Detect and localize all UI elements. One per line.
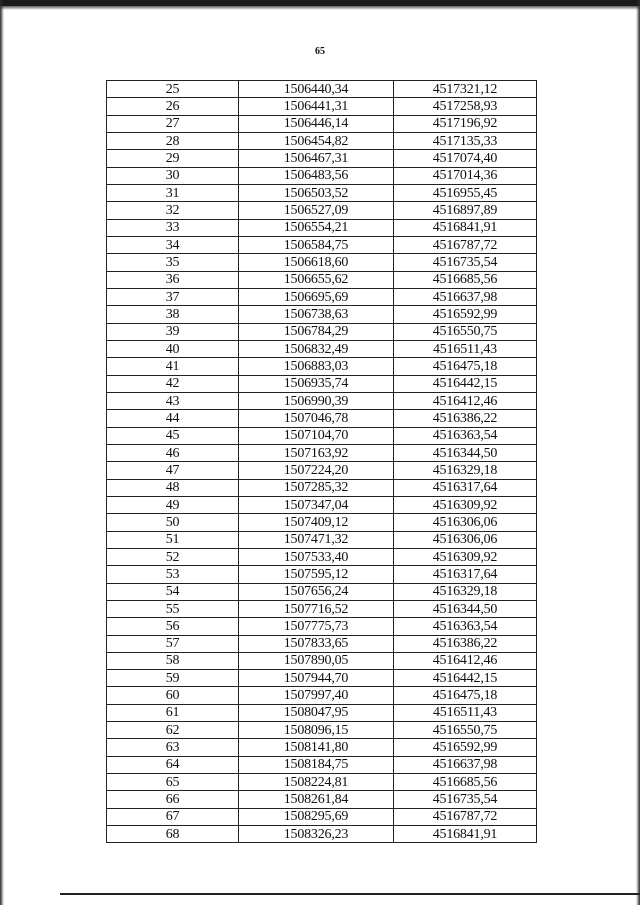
x-coordinate-cell: 1507890,05 <box>239 652 394 669</box>
x-coordinate-cell: 1507833,65 <box>239 635 394 652</box>
table-row <box>107 722 537 739</box>
scan-right-edge <box>636 0 640 905</box>
point-number-cell: 46 <box>107 444 239 461</box>
page-number: 65 <box>315 46 325 57</box>
point-number-cell: 30 <box>107 167 239 184</box>
point-number-cell: 51 <box>107 531 239 548</box>
table-row <box>107 167 537 184</box>
y-coordinate-cell: 4516386,22 <box>394 635 537 652</box>
table-row <box>107 410 537 427</box>
table-row <box>107 444 537 461</box>
point-number-cell: 48 <box>107 479 239 496</box>
x-coordinate-cell: 1506655,62 <box>239 271 394 288</box>
table-row <box>107 427 537 444</box>
x-coordinate-cell: 1506618,60 <box>239 254 394 271</box>
x-coordinate-cell: 1507656,24 <box>239 583 394 600</box>
y-coordinate-cell: 4516511,43 <box>394 704 537 721</box>
table-row <box>107 323 537 340</box>
table-row <box>107 670 537 687</box>
point-number-cell: 49 <box>107 496 239 513</box>
scan-bottom-line <box>60 893 640 895</box>
point-number-cell: 33 <box>107 219 239 236</box>
point-number-cell: 55 <box>107 600 239 617</box>
y-coordinate-cell: 4516592,99 <box>394 306 537 323</box>
table-row <box>107 808 537 825</box>
y-coordinate-cell: 4516685,56 <box>394 774 537 791</box>
y-coordinate-cell: 4516363,54 <box>394 618 537 635</box>
table-row <box>107 479 537 496</box>
x-coordinate-cell: 1506483,56 <box>239 167 394 184</box>
point-number-cell: 62 <box>107 722 239 739</box>
y-coordinate-cell: 4516550,75 <box>394 722 537 739</box>
x-coordinate-cell: 1508261,84 <box>239 791 394 808</box>
table-row <box>107 600 537 617</box>
y-coordinate-cell: 4517135,33 <box>394 132 537 149</box>
y-coordinate-cell: 4517074,40 <box>394 150 537 167</box>
table-row <box>107 826 537 843</box>
point-number-cell: 58 <box>107 652 239 669</box>
point-number-cell: 68 <box>107 826 239 843</box>
point-number-cell: 38 <box>107 306 239 323</box>
scan-left-edge <box>0 0 4 905</box>
x-coordinate-cell: 1506883,03 <box>239 358 394 375</box>
x-coordinate-cell: 1507347,04 <box>239 496 394 513</box>
x-coordinate-cell: 1506695,69 <box>239 288 394 305</box>
point-number-cell: 29 <box>107 150 239 167</box>
y-coordinate-cell: 4516412,46 <box>394 392 537 409</box>
x-coordinate-cell: 1506935,74 <box>239 375 394 392</box>
y-coordinate-cell: 4516306,06 <box>394 531 537 548</box>
table-row <box>107 756 537 773</box>
table-row <box>107 184 537 201</box>
y-coordinate-cell: 4516550,75 <box>394 323 537 340</box>
y-coordinate-cell: 4516344,50 <box>394 600 537 617</box>
table-row <box>107 687 537 704</box>
y-coordinate-cell: 4516685,56 <box>394 271 537 288</box>
x-coordinate-cell: 1507716,52 <box>239 600 394 617</box>
point-number-cell: 60 <box>107 687 239 704</box>
x-coordinate-cell: 1506440,34 <box>239 81 394 98</box>
y-coordinate-cell: 4516442,15 <box>394 375 537 392</box>
table-row <box>107 652 537 669</box>
point-number-cell: 54 <box>107 583 239 600</box>
table-row <box>107 340 537 357</box>
x-coordinate-cell: 1507285,32 <box>239 479 394 496</box>
x-coordinate-cell: 1508184,75 <box>239 756 394 773</box>
x-coordinate-cell: 1506990,39 <box>239 392 394 409</box>
x-coordinate-cell: 1507775,73 <box>239 618 394 635</box>
point-number-cell: 31 <box>107 184 239 201</box>
point-number-cell: 61 <box>107 704 239 721</box>
point-number-cell: 35 <box>107 254 239 271</box>
point-number-cell: 32 <box>107 202 239 219</box>
coordinates-table <box>106 80 537 843</box>
point-number-cell: 67 <box>107 808 239 825</box>
y-coordinate-cell: 4516386,22 <box>394 410 537 427</box>
point-number-cell: 40 <box>107 340 239 357</box>
point-number-cell: 59 <box>107 670 239 687</box>
point-number-cell: 44 <box>107 410 239 427</box>
y-coordinate-cell: 4516475,18 <box>394 358 537 375</box>
y-coordinate-cell: 4516735,54 <box>394 791 537 808</box>
point-number-cell: 34 <box>107 236 239 253</box>
x-coordinate-cell: 1506554,21 <box>239 219 394 236</box>
point-number-cell: 57 <box>107 635 239 652</box>
x-coordinate-cell: 1506454,82 <box>239 132 394 149</box>
table-row <box>107 618 537 635</box>
point-number-cell: 36 <box>107 271 239 288</box>
table-row <box>107 358 537 375</box>
table-row <box>107 236 537 253</box>
y-coordinate-cell: 4516735,54 <box>394 254 537 271</box>
point-number-cell: 56 <box>107 618 239 635</box>
point-number-cell: 50 <box>107 514 239 531</box>
y-coordinate-cell: 4516317,64 <box>394 479 537 496</box>
table-row <box>107 288 537 305</box>
x-coordinate-cell: 1506446,14 <box>239 115 394 132</box>
y-coordinate-cell: 4516637,98 <box>394 288 537 305</box>
table-row <box>107 635 537 652</box>
x-coordinate-cell: 1506784,29 <box>239 323 394 340</box>
table-row <box>107 132 537 149</box>
x-coordinate-cell: 1508224,81 <box>239 774 394 791</box>
point-number-cell: 25 <box>107 81 239 98</box>
x-coordinate-cell: 1508141,80 <box>239 739 394 756</box>
table-row <box>107 306 537 323</box>
y-coordinate-cell: 4516841,91 <box>394 219 537 236</box>
table-row <box>107 791 537 808</box>
x-coordinate-cell: 1507471,32 <box>239 531 394 548</box>
point-number-cell: 53 <box>107 566 239 583</box>
table-row <box>107 115 537 132</box>
table-row <box>107 566 537 583</box>
y-coordinate-cell: 4516787,72 <box>394 808 537 825</box>
y-coordinate-cell: 4517014,36 <box>394 167 537 184</box>
x-coordinate-cell: 1507409,12 <box>239 514 394 531</box>
x-coordinate-cell: 1506738,63 <box>239 306 394 323</box>
point-number-cell: 28 <box>107 132 239 149</box>
x-coordinate-cell: 1508096,15 <box>239 722 394 739</box>
y-coordinate-cell: 4516363,54 <box>394 427 537 444</box>
table-row <box>107 219 537 236</box>
x-coordinate-cell: 1507533,40 <box>239 548 394 565</box>
table-row <box>107 531 537 548</box>
x-coordinate-cell: 1506441,31 <box>239 98 394 115</box>
table-row <box>107 254 537 271</box>
table-row <box>107 496 537 513</box>
point-number-cell: 37 <box>107 288 239 305</box>
y-coordinate-cell: 4516955,45 <box>394 184 537 201</box>
x-coordinate-cell: 1506832,49 <box>239 340 394 357</box>
table-row <box>107 774 537 791</box>
table-row <box>107 739 537 756</box>
table-row <box>107 81 537 98</box>
table-row <box>107 271 537 288</box>
point-number-cell: 52 <box>107 548 239 565</box>
x-coordinate-cell: 1508326,23 <box>239 826 394 843</box>
y-coordinate-cell: 4516592,99 <box>394 739 537 756</box>
point-number-cell: 66 <box>107 791 239 808</box>
x-coordinate-cell: 1507944,70 <box>239 670 394 687</box>
x-coordinate-cell: 1508047,95 <box>239 704 394 721</box>
x-coordinate-cell: 1507997,40 <box>239 687 394 704</box>
y-coordinate-cell: 4516329,18 <box>394 462 537 479</box>
table-row <box>107 514 537 531</box>
point-number-cell: 26 <box>107 98 239 115</box>
point-number-cell: 47 <box>107 462 239 479</box>
y-coordinate-cell: 4517196,92 <box>394 115 537 132</box>
table-row <box>107 583 537 600</box>
x-coordinate-cell: 1506467,31 <box>239 150 394 167</box>
y-coordinate-cell: 4516637,98 <box>394 756 537 773</box>
x-coordinate-cell: 1507163,92 <box>239 444 394 461</box>
x-coordinate-cell: 1507104,70 <box>239 427 394 444</box>
x-coordinate-cell: 1506584,75 <box>239 236 394 253</box>
point-number-cell: 42 <box>107 375 239 392</box>
y-coordinate-cell: 4516309,92 <box>394 496 537 513</box>
point-number-cell: 41 <box>107 358 239 375</box>
y-coordinate-cell: 4517258,93 <box>394 98 537 115</box>
x-coordinate-cell: 1507046,78 <box>239 410 394 427</box>
y-coordinate-cell: 4516897,89 <box>394 202 537 219</box>
coordinates-table-body <box>107 81 537 843</box>
point-number-cell: 64 <box>107 756 239 773</box>
x-coordinate-cell: 1507224,20 <box>239 462 394 479</box>
point-number-cell: 43 <box>107 392 239 409</box>
x-coordinate-cell: 1506527,09 <box>239 202 394 219</box>
y-coordinate-cell: 4516787,72 <box>394 236 537 253</box>
table-row <box>107 548 537 565</box>
x-coordinate-cell: 1507595,12 <box>239 566 394 583</box>
y-coordinate-cell: 4517321,12 <box>394 81 537 98</box>
y-coordinate-cell: 4516475,18 <box>394 687 537 704</box>
y-coordinate-cell: 4516317,64 <box>394 566 537 583</box>
scan-top-border <box>0 0 640 6</box>
y-coordinate-cell: 4516442,15 <box>394 670 537 687</box>
table-row <box>107 462 537 479</box>
y-coordinate-cell: 4516344,50 <box>394 444 537 461</box>
y-coordinate-cell: 4516412,46 <box>394 652 537 669</box>
y-coordinate-cell: 4516329,18 <box>394 583 537 600</box>
x-coordinate-cell: 1506503,52 <box>239 184 394 201</box>
point-number-cell: 39 <box>107 323 239 340</box>
y-coordinate-cell: 4516309,92 <box>394 548 537 565</box>
y-coordinate-cell: 4516306,06 <box>394 514 537 531</box>
y-coordinate-cell: 4516841,91 <box>394 826 537 843</box>
point-number-cell: 45 <box>107 427 239 444</box>
table-row <box>107 150 537 167</box>
x-coordinate-cell: 1508295,69 <box>239 808 394 825</box>
point-number-cell: 27 <box>107 115 239 132</box>
point-number-cell: 63 <box>107 739 239 756</box>
table-row <box>107 202 537 219</box>
table-row <box>107 98 537 115</box>
table-row <box>107 392 537 409</box>
point-number-cell: 65 <box>107 774 239 791</box>
table-row <box>107 375 537 392</box>
table-row <box>107 704 537 721</box>
y-coordinate-cell: 4516511,43 <box>394 340 537 357</box>
